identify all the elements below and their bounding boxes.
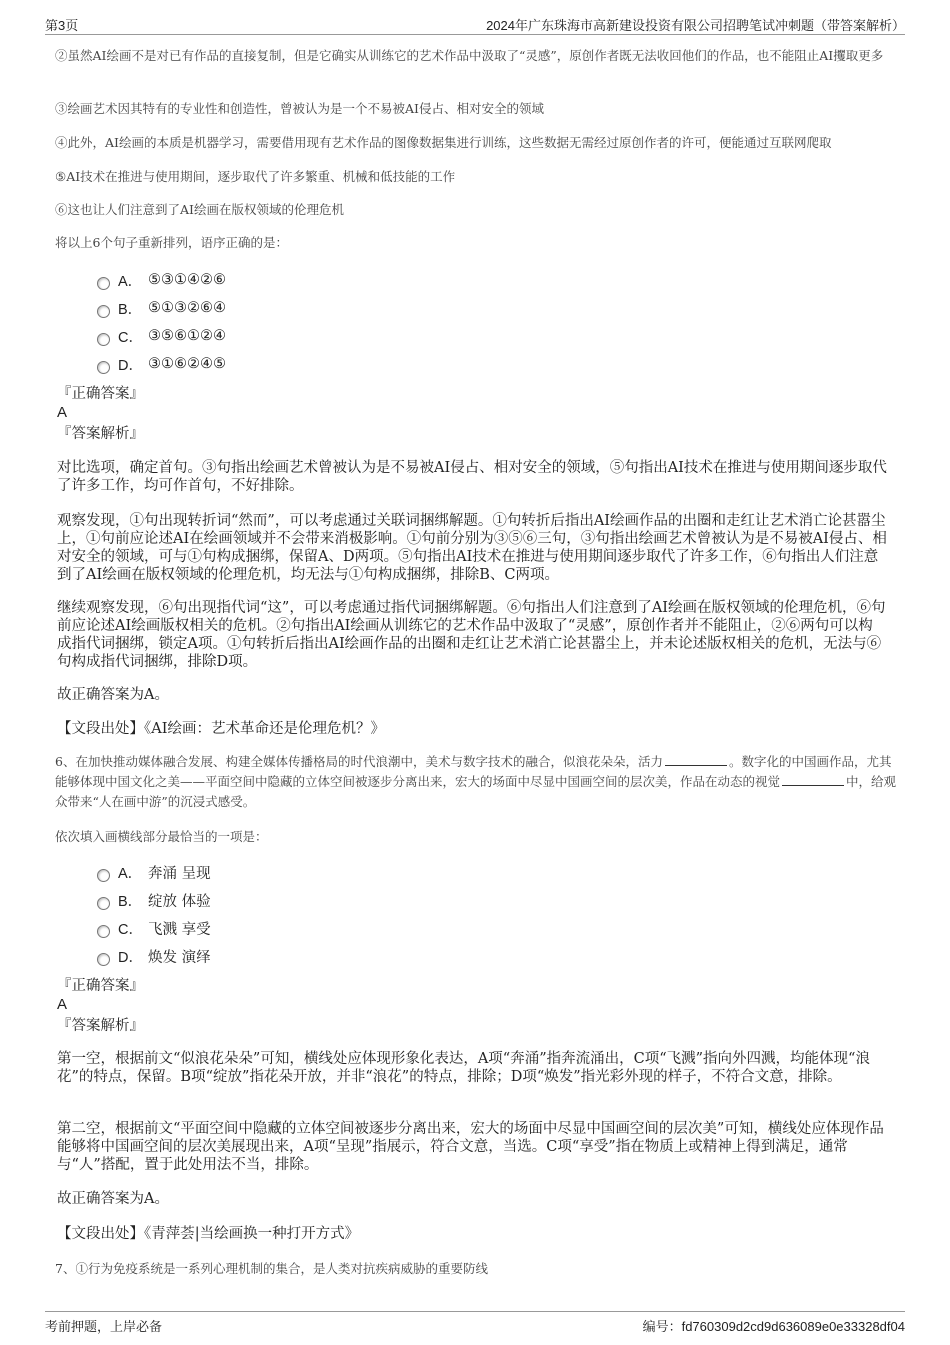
q6-analysis-p2: 第二空，根据前文“平面空间中隐藏的立体空间被逐步分离出来，宏大的场面中尽显中国画空间的层次美”可知，横线处应体现作品能够将中国画空间的层次美展现出来，A项“呈现”指展示，符合文意，当选。C项“享受”指在物质上或精神上得到满足，通常与“人”搭配，置于此处用法不当，排除。	[57, 1121, 884, 1173]
page-footer	[45, 1311, 905, 1336]
q6-stem: 6、在加快推动媒体融合发展、构建全媒体传播格局的时代浪潮中，美术与数字技术的融合，似浪花朵朵，活力 。数字化的中国画作品，尤其能够体现中国文化之美——平面空间中隐藏的立体空间被逐步分离出来，宏大的场面中尽显中国画空间的层次美，作品在动态的视觉 中，给观众带来“人在画中游”的沉浸式感受。	[55, 754, 897, 809]
page-number: 第3页	[45, 18, 79, 33]
q6-answer-label: 『正确答案』	[57, 978, 144, 994]
radio-icon[interactable]	[97, 897, 110, 910]
q5-statement-3: ③绘画艺术因其特有的专业性和创造性，曾被认为是一个不易被AI侵占、相对安全的领域	[55, 101, 544, 116]
document-title: 2024年广东珠海市高新建设投资有限公司招聘笔试冲刺题（带答案解析）	[486, 18, 905, 33]
q5-statement-5: ⑤AI技术在推进与使用期间，逐步取代了许多繁重、机械和低技能的工作	[55, 169, 456, 184]
q5-answer: A	[57, 404, 68, 421]
q5-answer-label: 『正确答案』	[57, 386, 144, 402]
radio-icon[interactable]	[97, 953, 110, 966]
q5-option-a[interactable]: A． ⑤③①④②⑥	[97, 270, 226, 290]
q6-source: 【文段出处】《青萍荟|当绘画换一种打开方式》	[57, 1226, 360, 1242]
q6-option-c[interactable]: C． 飞溅 享受	[97, 918, 211, 938]
radio-icon[interactable]	[97, 333, 110, 346]
q5-analysis-conclusion: 故正确答案为A。	[57, 687, 169, 703]
q5-source: 【文段出处】《AI绘画：艺术革命还是伦理危机？》	[57, 721, 385, 737]
q5-analysis-p1: 对比选项，确定首句。③句指出绘画艺术曾被认为是不易被AI侵占、相对安全的领域，⑤句指出AI技术在推进与使用期间逐步取代了许多工作，均可作首句，不好排除。	[57, 460, 887, 494]
radio-icon[interactable]	[97, 869, 110, 882]
q6-analysis-conclusion: 故正确答案为A。	[57, 1191, 169, 1207]
q7-stem: 7、①行为免疫系统是一系列心理机制的集合，是人类对抗疾病威胁的重要防线	[55, 1261, 488, 1276]
q5-statement-2: ②虽然AI绘画不是对已有作品的直接复制，但是它确实从训练它的艺术作品中汲取了“灵感”，原创作者既无法收回他们的作品，也不能阻止AI攫取更多	[55, 48, 884, 63]
q5-analysis-p3: 继续观察发现，⑥句出现指代词“这”，可以考虑通过指代词捆绑解题。⑥句指出人们注意到了AI绘画在版权领域的伦理危机，⑥句前应论述AI绘画版权相关的危机。②句指出AI绘画从训练它的艺术作品中汲取了“灵感”，原创作者并不能阻止，②⑥两句可以构成指代词捆绑，锁定A项。①句转折后指出AI绘画作品的出圈和走红让艺术消亡论甚嚣尘上，并未论述版权相关的危机，无法与⑥句构成指代词捆绑，排除D项。	[57, 600, 886, 670]
radio-icon[interactable]	[97, 925, 110, 938]
document-code: 编号：fd760309d2cd9d636089e0e33328df04	[642, 1319, 905, 1334]
q6-option-b[interactable]: B． 绽放 体验	[97, 890, 211, 910]
q5-option-b[interactable]: B． ⑤①③②⑥④	[97, 298, 226, 318]
blank-line	[782, 773, 844, 786]
radio-icon[interactable]	[97, 305, 110, 318]
page-header	[45, 12, 905, 35]
q6-analysis-p1: 第一空，根据前文“似浪花朵朵”可知，横线处应体现形象化表达，A项“奔涌”指奔流涌出，C项“飞溅”指向外四溅，均能体现“浪花”的特点，保留。B项“绽放”指花朵开放，并非“浪花”的特点，排除；D项“焕发”指光彩外现的样子，不符合文意，排除。	[57, 1051, 870, 1085]
q5-analysis-p2: 观察发现，①句出现转折词“然而”，可以考虑通过关联词捆绑解题。①句转折后指出AI绘画作品的出圈和走红让艺术消亡论甚嚣尘上，①句前应论述AI在绘画领域并不会带来消极影响。①句前分别为③⑤⑥三句，③句指出绘画艺术曾被认为是不易被AI侵占、相对安全的领域，可与①句构成捆绑，保留A、D两项。⑤句指出AI技术在推进与使用期间逐步取代了许多工作，⑥句指出人们注意到了AI绘画在版权领域的伦理危机，均无法与①句构成捆绑，排除B、C两项。	[57, 513, 887, 583]
blank-line	[665, 753, 727, 766]
radio-icon[interactable]	[97, 277, 110, 290]
radio-icon[interactable]	[97, 361, 110, 374]
q5-option-c[interactable]: C． ③⑤⑥①②④	[97, 326, 226, 346]
q5-statement-4: ④此外，AI绘画的本质是机器学习，需要借用现有艺术作品的图像数据集进行训练，这些数据无需经过原创作者的许可，便能通过互联网爬取	[55, 135, 832, 150]
footer-slogan: 考前押题，上岸必备	[45, 1319, 163, 1334]
q5-statement-6: ⑥这也让人们注意到了AI绘画在版权领域的伦理危机	[55, 202, 344, 217]
q5-analysis-label: 『答案解析』	[57, 426, 144, 442]
q6-option-a[interactable]: A． 奔涌 呈现	[97, 862, 211, 882]
q6-prompt: 依次填入画横线部分最恰当的一项是：	[55, 829, 268, 844]
q6-analysis-label: 『答案解析』	[57, 1018, 144, 1034]
q5-option-d[interactable]: D． ③①⑥②④⑤	[97, 354, 226, 374]
q5-prompt: 将以上6个句子重新排列，语序正确的是：	[55, 235, 288, 250]
q6-answer: A	[57, 996, 68, 1013]
q6-option-d[interactable]: D． 焕发 演绎	[97, 946, 211, 966]
